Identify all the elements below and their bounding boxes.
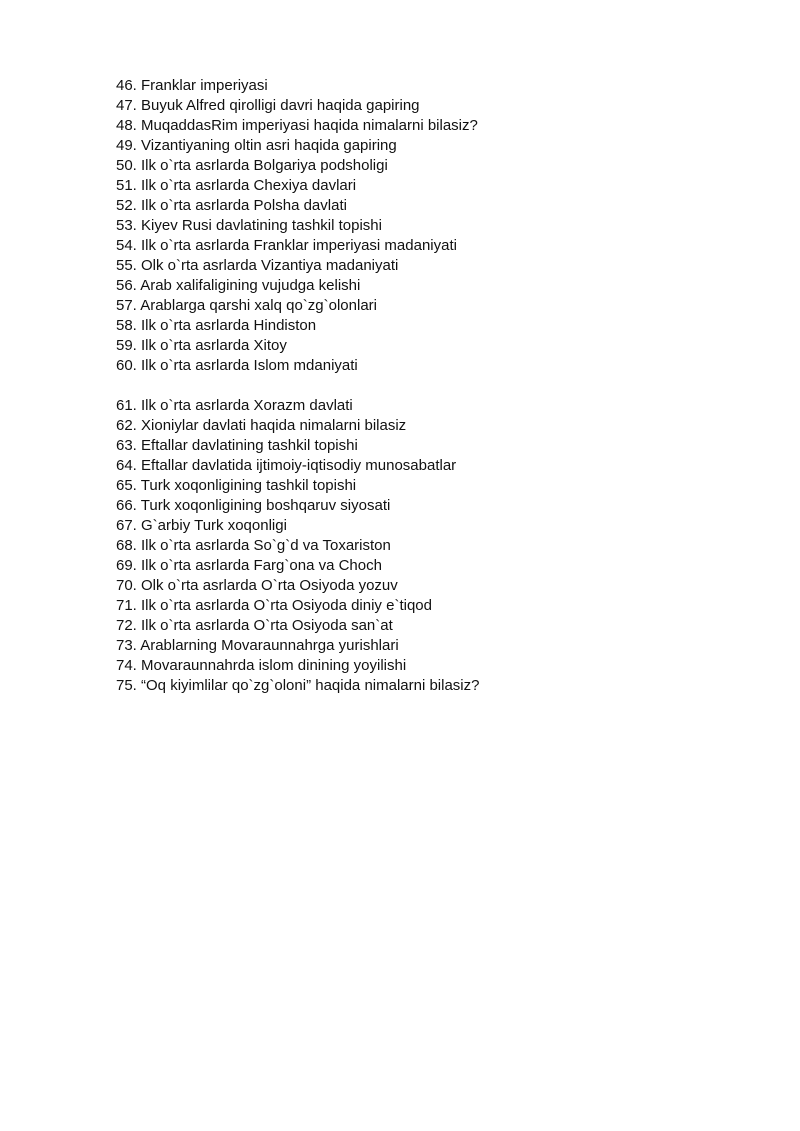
list-item: 46. Franklar imperiyasi — [116, 77, 268, 94]
list-item: 74. Movaraunnahrda islom dinining yoyilishi — [116, 657, 407, 674]
list-item: 50. Ilk o`rta asrlarda Bolgariya podsholigi — [116, 157, 388, 174]
list-item: 49. Vizantiyaning oltin asri haqida gapiring — [116, 137, 397, 154]
list-item: 62. Xioniylar davlati haqida nimalarni bilasiz — [116, 417, 407, 434]
list-item: 60. Ilk o`rta asrlarda Islom mdaniyati — [116, 357, 358, 374]
list-item: 48. MuqaddasRim imperiyasi haqida nimalarni bilasiz? — [116, 117, 478, 134]
list-item: 70. Olk o`rta asrlarda O`rta Osiyoda yozuv — [116, 577, 398, 594]
list-item: 69. Ilk o`rta asrlarda Farg`ona va Choch — [116, 557, 382, 574]
list-item: 57. Arablarga qarshi xalq qo`zg`olonlari — [116, 297, 377, 314]
list-item: 75. “Oq kiyimlilar qo`zg`oloni” haqida nimalarni bilasiz? — [116, 677, 480, 694]
list-item: 58. Ilk o`rta asrlarda Hindiston — [116, 317, 317, 334]
list-item: 51. Ilk o`rta asrlarda Chexiya davlari — [116, 177, 357, 194]
list-item: 64. Eftallar davlatida ijtimoiy-iqtisodiy munosabatlar — [116, 457, 457, 474]
question-group-2 — [116, 396, 480, 696]
list-item: 72. Ilk o`rta asrlarda O`rta Osiyoda san`at — [116, 617, 393, 634]
list-item: 65. Turk xoqonligining tashkil topishi — [116, 477, 357, 494]
list-item: 68. Ilk o`rta asrlarda So`g`d va Toxariston — [116, 537, 391, 554]
question-group-1 — [116, 76, 480, 376]
list-item: 63. Eftallar davlatining tashkil topishi — [116, 437, 358, 454]
list-item: 66. Turk xoqonligining boshqaruv siyosati — [116, 497, 391, 514]
list-item: 55. Olk o`rta asrlarda Vizantiya madaniyati — [116, 257, 399, 274]
list-item: 47. Buyuk Alfred qirolligi davri haqida gapiring — [116, 97, 420, 114]
list-item: 56. Arab xalifaligining vujudga kelishi — [116, 277, 361, 294]
list-item: 67. G`arbiy Turk xoqonligi — [116, 517, 287, 534]
list-item: 53. Kiyev Rusi davlatining tashkil topishi — [116, 217, 382, 234]
list-item: 71. Ilk o`rta asrlarda O`rta Osiyoda diniy e`tiqod — [116, 597, 432, 614]
list-item: 59. Ilk o`rta asrlarda Xitoy — [116, 337, 287, 354]
list-item: 54. Ilk o`rta asrlarda Franklar imperiyasi madaniyati — [116, 237, 457, 254]
list-item: 61. Ilk o`rta asrlarda Xorazm davlati — [116, 397, 353, 414]
list-item: 73. Arablarning Movaraunnahrga yurishlari — [116, 637, 399, 654]
question-list — [116, 76, 480, 696]
list-item: 52. Ilk o`rta asrlarda Polsha davlati — [116, 197, 347, 214]
